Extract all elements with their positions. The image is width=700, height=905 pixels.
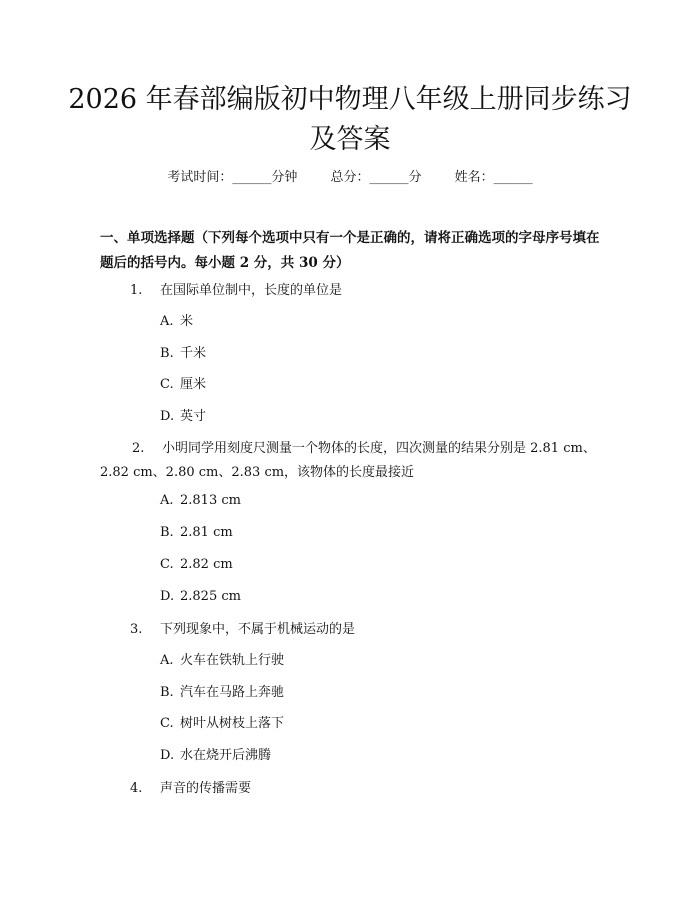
option-3d — [160, 746, 271, 766]
option-text: 火车在铁轨上行驶 — [180, 653, 285, 668]
question-text: 声音的传播需要 — [160, 781, 252, 796]
option-letter: B. — [160, 525, 174, 540]
document-title: 2026 年春部编版初中物理八年级上册同步练习及答案 — [68, 84, 632, 155]
question-2 — [100, 437, 600, 485]
name-label: 姓名： — [454, 170, 494, 185]
option-2c — [160, 555, 233, 575]
option-3c — [160, 714, 284, 734]
option-letter: D. — [160, 589, 175, 604]
option-letter: D. — [160, 748, 175, 763]
option-1a — [160, 312, 193, 332]
option-1c — [160, 375, 206, 395]
option-letter: B. — [160, 685, 174, 700]
section-heading-single-choice: 一、单项选择题（下列每个选项中只有一个是正确的，请将正确选项的字母序号填在题后的括号内。每小题 2 分，共 30 分） — [100, 230, 600, 271]
option-letter: A. — [160, 653, 174, 668]
option-text: 2.81 cm — [180, 525, 233, 540]
option-text: 千米 — [180, 346, 207, 361]
question-text: 在国际单位制中，长度的单位是 — [160, 283, 343, 298]
option-text: 树叶从树枝上落下 — [180, 716, 285, 731]
option-3b — [160, 683, 284, 703]
option-text: 汽车在马路上奔驰 — [180, 685, 285, 700]
exam-meta-line: 考试时间：______分钟 总分：______分 姓名：______ — [167, 170, 533, 185]
option-2b — [160, 523, 233, 543]
option-1b — [160, 344, 206, 364]
option-2d — [160, 587, 241, 607]
question-number: 3. — [130, 622, 143, 637]
option-letter: A. — [160, 493, 174, 508]
time-unit: 分钟 — [271, 170, 298, 185]
question-text: 下列现象中，不属于机械运动的是 — [160, 622, 356, 637]
option-text: 2.82 cm — [180, 557, 233, 572]
option-text: 米 — [180, 314, 194, 329]
question-3 — [130, 618, 355, 642]
option-letter: C. — [160, 377, 174, 392]
question-number: 4. — [130, 781, 143, 796]
option-text: 2.825 cm — [180, 589, 241, 604]
question-4 — [130, 777, 251, 801]
option-text: 水在烧开后沸腾 — [180, 748, 272, 763]
time-label: 考试时间： — [167, 170, 233, 185]
question-1 — [130, 279, 342, 303]
question-text: 小明同学用刻度尺测量一个物体的长度，四次测量的结果分别是 2.81 cm、2.82 cm、2.80 cm、2.83 cm，该物体的长度最接近 — [100, 441, 596, 480]
score-unit: 分 — [408, 170, 422, 185]
score-label: 总分： — [330, 170, 370, 185]
option-letter: B. — [160, 346, 174, 361]
question-number: 2. — [132, 441, 145, 456]
option-text: 厘米 — [180, 377, 207, 392]
option-text: 英寸 — [180, 409, 207, 424]
option-2a — [160, 491, 241, 511]
option-1d — [160, 407, 206, 427]
option-letter: D. — [160, 409, 175, 424]
question-number: 1. — [130, 283, 143, 298]
option-text: 2.813 cm — [180, 493, 241, 508]
option-letter: A. — [160, 314, 174, 329]
option-3a — [160, 651, 284, 671]
option-letter: C. — [160, 716, 174, 731]
option-letter: C. — [160, 557, 174, 572]
